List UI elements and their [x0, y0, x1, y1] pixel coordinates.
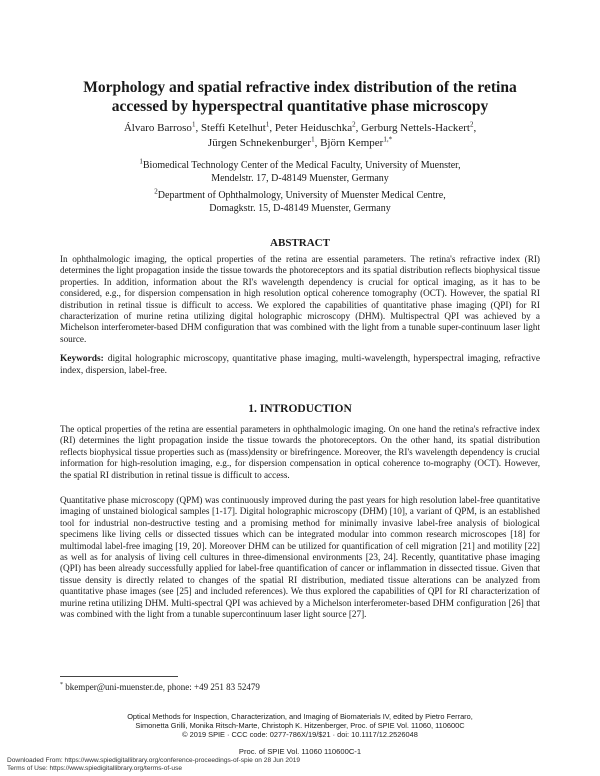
author-list	[0, 121, 600, 151]
author-name: Jürgen Schnekenburger	[207, 137, 312, 149]
affiliation-2	[0, 189, 600, 215]
title-line-1: Morphology and spatial refractive index distribution of the retina	[83, 79, 517, 96]
footnote-mark: *	[60, 682, 63, 688]
conference-info	[0, 712, 600, 740]
conference-info-line: Simonetta Grilli, Monika Ritsch-Marte, Christoph K. Hitzenberger, Proc. of SPIE Vol. 11060, 110600C	[135, 721, 465, 731]
author-name: Steffi Ketelhut	[200, 122, 266, 134]
title-line-2: accessed by hyperspectral quantitative phase microscopy	[111, 98, 489, 115]
author-affiliation-mark: 2	[352, 120, 356, 129]
conference-info-line: © 2019 SPIE · CCC code: 0277-786X/19/$21 · doi: 10.1117/12.2526048	[182, 730, 418, 740]
author-name: Gerburg Nettels-Hackert	[361, 122, 470, 134]
affiliation-line: Department of Ophthalmology, University of Muenster Medical Centre,	[157, 190, 446, 201]
introduction-paragraph-2: Quantitative phase microscopy (QPM) was continuously improved during the past years for high resolution label-free quantitative imaging of unstained biological samples [1-17]. Digital holographic microscopy (DHM) [10], a variant of QPM, is an established tool for industrial non-destructive testing and a promising method for minimally invasive label-free analysis of biological specimens like living cells or dissected tissues which can be integrated modular into common research microscopes [18] for multimodal label-free imaging [19, 20]. Moreover DHM can be utilized for quantification of cell migration [21] and motility [22] as well as for analysis of living cell cultures in three-dimensional environments [23, 24]. Recently, quantitative phase imaging (QPI) has been already successfully applied for label-free quantification of cancer or inflammation in dissected tissue. Given that tissue density is directly related to changes of the spatial RI distribution, mediated tissue alterations can be analyzed from quantitative phase images (see [25] and included references). We thus explored the capabilities of QPI for RI characterization of murine retina utilizing DHM. Multi-spectral QPI was achieved by a Michelson interferometer-based DHM configuration [26] that was combined with the light from a tunable supercontinuum laser light source [27].	[60, 495, 540, 620]
author-affiliation-mark: 1	[311, 135, 315, 144]
affiliation-line: Domagkstr. 15, D-48149 Muenster, Germany	[209, 203, 391, 214]
section-heading-introduction: 1. INTRODUCTION	[248, 403, 352, 415]
abstract-heading: ABSTRACT	[270, 237, 330, 249]
abstract-body: In ophthalmologic imaging, the optical properties of the retina are essential parameters. The retina's refractive index (RI) determines the light propagation inside the tissue towards the photoreceptors and its spatial distribution reflects biophysical tissue properties. In addition, information about the RI's wavelength dependency is crucial for optical imaging, as it has to be considered, e.g., for dispersion compensation in high resolution optical coherence tomography (OCT). However, the spatial RI distribution in retinal tissue is difficult to access. We explored the capabilities of quantitative phase imaging (QPI) for RI characterization of murine retina utilizing digital holographic microscopy (DHM). Multispectral QPI was achieved by a Michelson interferometer-based DHM configuration that was combined with the light from a tunable super-continuum laser light source.	[60, 254, 540, 344]
author-affiliation-mark: 1	[265, 120, 270, 129]
footnote	[60, 682, 260, 692]
author-name: Álvaro Barroso	[123, 122, 192, 134]
author-affiliation-mark: 1	[191, 120, 196, 129]
author-name: Björn Kemper	[320, 137, 384, 149]
affiliation-mark: 1	[139, 157, 143, 166]
download-info-line: Downloaded From: https://www.spiedigitallibrary.org/conference-proceedings-of-spie on 28 Jun 2019	[7, 757, 301, 764]
affiliation-mark: 2	[154, 187, 158, 196]
footnote-divider	[60, 676, 178, 677]
author-affiliation-mark: 1,*	[383, 135, 393, 144]
page-number: Proc. of SPIE Vol. 11060 110600C-1	[238, 747, 362, 756]
keywords	[60, 353, 540, 377]
author-line-2: Jürgen Schnekenburger$^1$, Björn Kemper$^{1,*}$	[207, 135, 393, 149]
footnote-text: bkemper@uni-muenster.de, phone: +49 251 83 52479	[65, 682, 260, 692]
keywords-label: Keywords:	[60, 354, 104, 364]
author-affiliation-mark: 2	[469, 120, 474, 129]
terms-of-use-line: Terms of Use: https://www.spiedigitallibrary.org/terms-of-use	[7, 765, 183, 772]
paper-title	[0, 78, 600, 116]
keywords-text: digital holographic microscopy, quantitative phase imaging, multi-wavelength, hyperspectral imaging, refractive index, dispersion, label-free.	[60, 354, 540, 376]
affiliation-line: Mendelstr. 17, D-48149 Muenster, Germany	[211, 173, 389, 184]
author-name: Peter Heiduschka	[274, 122, 353, 134]
affiliation-1	[0, 159, 600, 185]
introduction-paragraph-1: The optical properties of the retina are essential parameters in ophthalmologic imaging. On one hand the retina's refractive index (RI) determines the light propagation inside the tissue towards the photoreceptors. On the other hand, its spatial distribution reflects biophysical tissue properties such as (mass)density or birefringence. Moreover, the RI's wavelength dependency is crucial information for high-resolution imaging, e.g., for dispersion compensation in optical coherence to-mography (OCT). However, the spatial RI distribution in retinal tissue is difficult to access.	[60, 424, 540, 480]
author-line-1: Álvaro Barroso$^1$, Steffi Ketelhut$^1$, Peter Heiduschka$^2$, Gerburg Nettels-Hackert$^2$,	[123, 120, 477, 134]
download-info	[7, 757, 300, 773]
affiliation-line: Biomedical Technology Center of the Medical Faculty, University of Muenster,	[142, 160, 461, 171]
conference-info-line: Optical Methods for Inspection, Characterization, and Imaging of Biomaterials IV, edited by Pietro Ferraro,	[127, 712, 473, 721]
